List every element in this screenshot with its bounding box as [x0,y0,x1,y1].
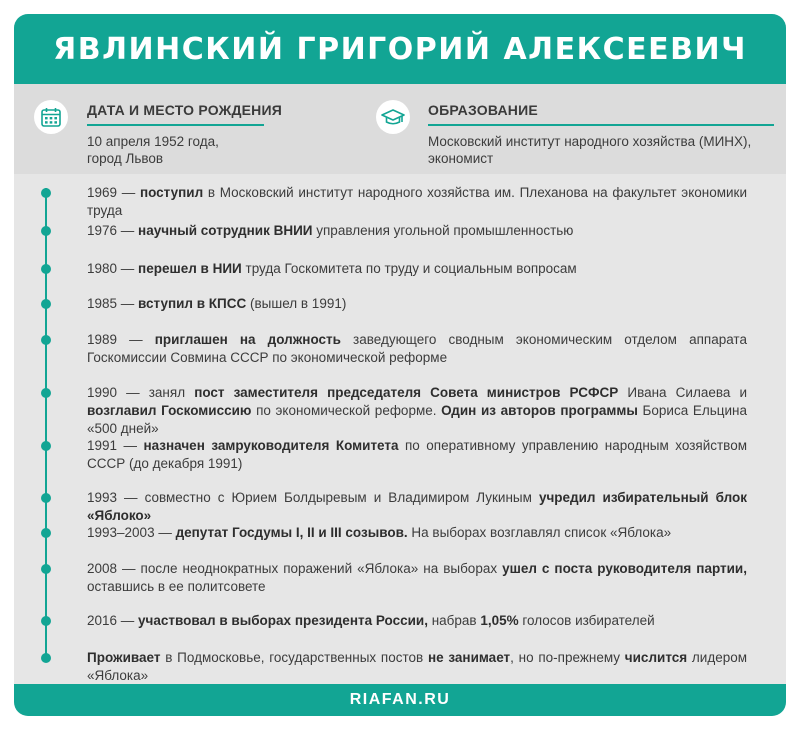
timeline-dot [41,335,51,345]
page-title: ЯВЛИНСКИЙ ГРИГОРИЙ АЛЕКСЕЕВИЧ [53,31,747,67]
timeline-fragment: 1993 — совместно с Юрием Болдыревым и Владимиром Лукиным [87,490,539,505]
timeline-fragment: 1976 — [87,223,139,238]
timeline-highlight: перешел в НИИ [138,261,242,276]
source-label: RIAFAN.RU [349,691,451,708]
timeline-highlight: учредил избирательный блок «Яблоко» [87,490,747,523]
birth-divider [87,124,264,126]
timeline-fragment: по экономической реформе. [251,403,442,418]
timeline-text [87,331,747,367]
timeline-fragment: 1989 — [87,332,155,347]
timeline-text [87,384,747,438]
timeline-highlight: не занимает [427,650,511,665]
timeline-highlight: возглавил Госкомиссию [87,403,252,418]
timeline-fragment: Ивана Силаева и [618,385,748,400]
info-panel [14,84,786,174]
timeline-fragment: оставшись в ее политсовете [87,579,266,594]
timeline-highlight: участвовал в выборах президента России, [138,613,428,628]
timeline-text [87,649,747,685]
timeline-text [87,612,747,630]
timeline-highlight: назначен замруководителя Комитета [143,438,399,453]
timeline-fragment: лидером «Яблока» [87,650,747,683]
timeline-highlight: научный сотрудник ВНИИ [138,223,313,238]
timeline-dot [41,226,51,236]
timeline-dot [41,616,51,626]
education-institute: Московский институт народного хозяйства (МИНХ), [428,134,752,149]
timeline-line [45,188,47,656]
timeline-fragment: по оперативному управлению народным хозяйством СССР (до декабря 1991) [87,438,747,471]
timeline-highlight: поступил [139,185,204,200]
timeline-fragment: 2016 — [87,613,139,628]
timeline-dot [41,564,51,574]
timeline-dot [41,388,51,398]
timeline-highlight: пост заместителя председателя Совета министров РСФСР [194,385,619,400]
timeline-text [87,560,747,596]
timeline-fragment: голосов избирателей [518,613,655,628]
timeline-fragment: На выборах возглавлял список «Яблока» [407,525,672,540]
timeline-fragment: 1991 — [87,438,144,453]
timeline-dot [41,264,51,274]
education-degree: экономист [428,151,494,166]
birth-title: ДАТА И МЕСТО РОЖДЕНИЯ [87,102,283,118]
timeline-fragment: труда Госкомитета по труду и социальным вопросам [241,261,577,276]
timeline-text [87,524,747,542]
timeline-fragment: 1985 — [87,296,139,311]
education-text [428,133,778,167]
timeline-fragment: заведующего сводным экономическим отделом аппарата Госкомиссии Совмина СССР по экономической реформе [87,332,747,365]
timeline-fragment: 1990 — занял [87,385,195,400]
timeline-highlight: депутат Госдумы I, II и III созывов. [175,525,408,540]
timeline-fragment: 1969 — [87,185,140,200]
timeline-fragment: в Московский институт народного хозяйства им. Плеханова на факультет экономики труда [87,185,747,218]
timeline-fragment: Бориса Ельцина «500 дней» [87,403,748,436]
timeline-dot [41,299,51,309]
timeline-highlight: приглашен на должность [154,332,341,347]
education-divider [428,124,774,126]
timeline-dot [41,441,51,451]
timeline-fragment: (вышел в 1991) [246,296,347,311]
timeline-text [87,489,747,525]
timeline-dot [41,653,51,663]
timeline-text [87,184,747,220]
graduation-cap-icon [376,100,410,134]
timeline-fragment: , но по-прежнему [510,650,625,665]
timeline-fragment: управления угольной промышленностью [312,223,574,238]
birth-place: город Львов [87,151,164,166]
header-bar [14,14,786,84]
footer-bar [14,684,786,716]
timeline-text [87,437,747,473]
timeline-fragment: 1980 — [87,261,139,276]
timeline-fragment: набрав [427,613,481,628]
timeline-highlight: Один из авторов программы [441,403,638,418]
timeline-text [87,222,747,240]
infographic-card [14,14,786,716]
timeline-fragment: в Подмосковье, государственных постов [160,650,428,665]
calendar-icon [34,100,68,134]
timeline-dot [41,528,51,538]
education-title: ОБРАЗОВАНИЕ [428,102,538,118]
timeline-dot [41,493,51,503]
timeline-highlight: вступил в КПСС [138,296,247,311]
timeline-highlight: 1,05% [480,613,519,628]
timeline-text [87,260,747,278]
timeline-fragment: 2008 — после неоднократных поражений «Яблока» на выборах [87,561,503,576]
timeline-highlight: ушел с поста руководителя партии, [502,561,747,576]
birth-date: 10 апреля 1952 года, [87,134,219,149]
timeline-dot [41,188,51,198]
timeline-highlight: числится [624,650,688,665]
timeline-text [87,295,747,313]
timeline-highlight: Проживает [87,650,161,665]
timeline [14,174,786,684]
timeline-fragment: 1993–2003 — [87,525,176,540]
birth-text [87,133,347,167]
